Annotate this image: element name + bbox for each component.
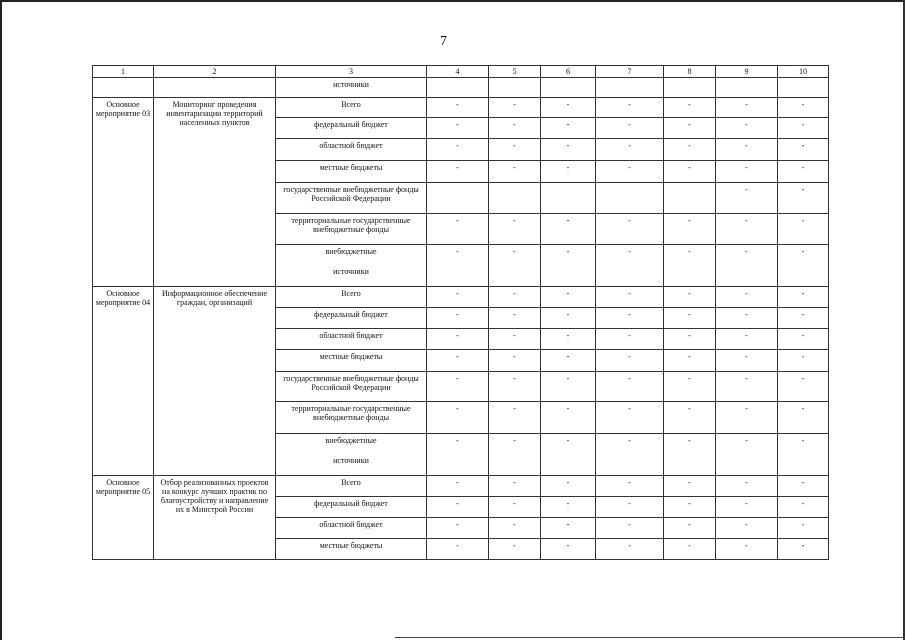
value-cell: - bbox=[596, 518, 664, 539]
value-cell: - bbox=[541, 476, 596, 497]
source-cell bbox=[276, 350, 427, 372]
value-cell: - bbox=[427, 287, 489, 308]
value-cell: - bbox=[541, 139, 596, 161]
source-cell bbox=[276, 161, 427, 183]
activity-name: Основное мероприятие 04 bbox=[93, 287, 154, 476]
value-cell: - bbox=[489, 518, 541, 539]
value-cell: - bbox=[778, 434, 829, 476]
value-cell: - bbox=[489, 329, 541, 350]
source-label: внебюджетные bbox=[325, 247, 377, 256]
value-cell: - bbox=[778, 402, 829, 434]
value-cell: - bbox=[596, 402, 664, 434]
column-header: 4 bbox=[427, 66, 489, 78]
value-cell: - bbox=[664, 161, 716, 183]
source-label: территориальные государственные внебюджетные фонды bbox=[291, 404, 411, 422]
value-cell: - bbox=[778, 372, 829, 402]
column-header: 5 bbox=[489, 66, 541, 78]
value-cell: - bbox=[778, 308, 829, 329]
value-cell: - bbox=[664, 139, 716, 161]
value-cell: - bbox=[541, 245, 596, 287]
value-cell: - bbox=[427, 372, 489, 402]
value-cell: - bbox=[541, 214, 596, 245]
value-cell: - bbox=[664, 497, 716, 518]
value-cell: - bbox=[596, 287, 664, 308]
value-cell bbox=[664, 183, 716, 214]
value-cell: - bbox=[778, 518, 829, 539]
value-cell: - bbox=[716, 139, 778, 161]
value-cell: - bbox=[716, 402, 778, 434]
value-cell: - bbox=[489, 497, 541, 518]
value-cell: - bbox=[541, 350, 596, 372]
value-cell: - bbox=[664, 329, 716, 350]
value-cell bbox=[489, 78, 541, 98]
value-cell bbox=[596, 78, 664, 98]
value-cell: - bbox=[716, 308, 778, 329]
source-cell bbox=[276, 372, 427, 402]
source-label: территориальные государственные внебюджетные фонды bbox=[291, 216, 411, 234]
source-cell bbox=[276, 539, 427, 560]
value-cell: - bbox=[778, 214, 829, 245]
value-cell: - bbox=[596, 161, 664, 183]
value-cell: - bbox=[778, 161, 829, 183]
source-cell bbox=[276, 308, 427, 329]
value-cell: - bbox=[664, 539, 716, 560]
source-label: государственные внебюджетные фонды Российской Федерации bbox=[283, 374, 419, 392]
value-cell: - bbox=[716, 372, 778, 402]
value-cell: - bbox=[664, 434, 716, 476]
value-cell: - bbox=[427, 402, 489, 434]
value-cell: - bbox=[489, 98, 541, 118]
value-cell: - bbox=[778, 183, 829, 214]
page-edge-bottom bbox=[395, 637, 905, 638]
activity-description: Мониторинг проведения инвентаризации территорий населенных пунктов bbox=[154, 98, 276, 287]
page-edge-left bbox=[0, 0, 2, 640]
source-cell bbox=[276, 329, 427, 350]
column-header: 1 bbox=[93, 66, 154, 78]
value-cell: - bbox=[489, 214, 541, 245]
activity-name: Основное мероприятие 05 bbox=[93, 476, 154, 560]
source-label: федеральный бюджет bbox=[314, 310, 388, 319]
value-cell: - bbox=[716, 476, 778, 497]
source-label: государственные внебюджетные фонды Российской Федерации bbox=[283, 185, 419, 203]
value-cell: - bbox=[596, 497, 664, 518]
value-cell: - bbox=[778, 245, 829, 287]
value-cell: - bbox=[541, 287, 596, 308]
source-cell: источники bbox=[276, 78, 427, 98]
header-row bbox=[93, 66, 829, 78]
source-label: местные бюджеты bbox=[319, 352, 383, 361]
source-label: областной бюджет bbox=[319, 331, 383, 340]
value-cell: - bbox=[716, 350, 778, 372]
value-cell bbox=[427, 183, 489, 214]
value-cell bbox=[664, 78, 716, 98]
value-cell: - bbox=[489, 161, 541, 183]
value-cell: - bbox=[664, 308, 716, 329]
value-cell: - bbox=[778, 350, 829, 372]
value-cell: - bbox=[716, 161, 778, 183]
value-cell: - bbox=[778, 476, 829, 497]
source-label: Всего bbox=[341, 478, 361, 487]
value-cell: - bbox=[596, 139, 664, 161]
source-cell bbox=[276, 476, 427, 497]
table-row bbox=[93, 98, 829, 118]
value-cell: - bbox=[596, 118, 664, 139]
value-cell: - bbox=[489, 139, 541, 161]
value-cell: - bbox=[427, 308, 489, 329]
value-cell: - bbox=[664, 350, 716, 372]
value-cell: - bbox=[664, 98, 716, 118]
source-cell bbox=[276, 183, 427, 214]
source-label: Всего bbox=[341, 100, 361, 109]
value-cell bbox=[427, 78, 489, 98]
value-cell: - bbox=[427, 476, 489, 497]
value-cell: - bbox=[778, 539, 829, 560]
value-cell: - bbox=[541, 539, 596, 560]
table-body bbox=[93, 66, 829, 560]
source-cell bbox=[276, 434, 427, 476]
value-cell: - bbox=[427, 329, 489, 350]
column-header: 7 bbox=[596, 66, 664, 78]
value-cell: - bbox=[596, 245, 664, 287]
page-number: 7 bbox=[440, 34, 447, 49]
source-label: местные бюджеты bbox=[319, 541, 383, 550]
value-cell: - bbox=[596, 539, 664, 560]
activity-description: Отбор реализованных проектов на конкурс лучших практик по благоустройству и направление их в Минстрой России bbox=[154, 476, 276, 560]
value-cell: - bbox=[427, 245, 489, 287]
value-cell: - bbox=[716, 497, 778, 518]
source-label: федеральный бюджет bbox=[314, 120, 388, 129]
value-cell: - bbox=[489, 287, 541, 308]
value-cell: - bbox=[664, 372, 716, 402]
table-row bbox=[93, 287, 829, 308]
value-cell: - bbox=[778, 139, 829, 161]
value-cell: - bbox=[778, 497, 829, 518]
value-cell: - bbox=[427, 539, 489, 560]
source-label: федеральный бюджет bbox=[314, 499, 388, 508]
value-cell bbox=[596, 183, 664, 214]
value-cell: - bbox=[778, 287, 829, 308]
value-cell: - bbox=[716, 118, 778, 139]
value-cell: - bbox=[664, 118, 716, 139]
value-cell: - bbox=[716, 183, 778, 214]
value-cell: - bbox=[541, 372, 596, 402]
value-cell: - bbox=[778, 98, 829, 118]
value-cell: - bbox=[716, 287, 778, 308]
source-cell bbox=[276, 497, 427, 518]
value-cell: - bbox=[716, 214, 778, 245]
value-cell: - bbox=[596, 308, 664, 329]
value-cell bbox=[778, 78, 829, 98]
value-cell: - bbox=[716, 539, 778, 560]
source-cell bbox=[276, 98, 427, 118]
value-cell: - bbox=[664, 214, 716, 245]
source-cell bbox=[276, 214, 427, 245]
value-cell: - bbox=[664, 518, 716, 539]
value-cell: - bbox=[427, 518, 489, 539]
value-cell: - bbox=[541, 308, 596, 329]
value-cell: - bbox=[778, 329, 829, 350]
value-cell: - bbox=[596, 434, 664, 476]
source-label: Всего bbox=[341, 289, 361, 298]
value-cell: - bbox=[716, 518, 778, 539]
value-cell: - bbox=[541, 497, 596, 518]
budget-table bbox=[92, 65, 829, 560]
value-cell: - bbox=[596, 329, 664, 350]
value-cell: - bbox=[489, 118, 541, 139]
value-cell: - bbox=[596, 98, 664, 118]
table-row bbox=[93, 78, 829, 98]
page-edge-top bbox=[0, 0, 905, 2]
value-cell: - bbox=[664, 402, 716, 434]
value-cell: - bbox=[541, 402, 596, 434]
source-label-continued: источники bbox=[333, 456, 369, 465]
value-cell: - bbox=[716, 434, 778, 476]
column-header: 6 bbox=[541, 66, 596, 78]
value-cell: - bbox=[489, 350, 541, 372]
value-cell: - bbox=[596, 372, 664, 402]
value-cell: - bbox=[427, 139, 489, 161]
value-cell: - bbox=[664, 476, 716, 497]
source-cell bbox=[276, 118, 427, 139]
value-cell: - bbox=[596, 476, 664, 497]
value-cell bbox=[541, 183, 596, 214]
column-header: 2 bbox=[154, 66, 276, 78]
table-row bbox=[93, 476, 829, 497]
source-cell bbox=[276, 518, 427, 539]
value-cell: - bbox=[489, 245, 541, 287]
value-cell bbox=[716, 78, 778, 98]
value-cell: - bbox=[489, 539, 541, 560]
activity-description: Информационное обеспечение граждан, организаций bbox=[154, 287, 276, 476]
value-cell: - bbox=[541, 161, 596, 183]
value-cell: - bbox=[489, 372, 541, 402]
column-header: 8 bbox=[664, 66, 716, 78]
column-header: 9 bbox=[716, 66, 778, 78]
value-cell: - bbox=[664, 245, 716, 287]
source-cell bbox=[276, 245, 427, 287]
source-label: внебюджетные bbox=[325, 436, 377, 445]
activity-name: Основное мероприятие 03 bbox=[93, 98, 154, 287]
value-cell: - bbox=[427, 497, 489, 518]
value-cell: - bbox=[541, 98, 596, 118]
source-label: областной бюджет bbox=[319, 141, 383, 150]
empty-cell bbox=[154, 78, 276, 98]
value-cell: - bbox=[716, 245, 778, 287]
value-cell: - bbox=[716, 98, 778, 118]
value-cell: - bbox=[541, 329, 596, 350]
source-cell bbox=[276, 139, 427, 161]
value-cell: - bbox=[778, 118, 829, 139]
source-label: местные бюджеты bbox=[319, 163, 383, 172]
value-cell: - bbox=[427, 118, 489, 139]
value-cell: - bbox=[489, 308, 541, 329]
value-cell bbox=[541, 78, 596, 98]
source-cell bbox=[276, 287, 427, 308]
source-label-continued: источники bbox=[333, 267, 369, 276]
value-cell: - bbox=[427, 350, 489, 372]
value-cell: - bbox=[427, 98, 489, 118]
value-cell: - bbox=[541, 518, 596, 539]
value-cell: - bbox=[664, 287, 716, 308]
value-cell: - bbox=[427, 161, 489, 183]
value-cell bbox=[489, 183, 541, 214]
value-cell: - bbox=[427, 214, 489, 245]
source-label: областной бюджет bbox=[319, 520, 383, 529]
value-cell: - bbox=[596, 350, 664, 372]
value-cell: - bbox=[541, 118, 596, 139]
empty-cell bbox=[93, 78, 154, 98]
value-cell: - bbox=[596, 214, 664, 245]
column-header: 3 bbox=[276, 66, 427, 78]
value-cell: - bbox=[716, 329, 778, 350]
value-cell: - bbox=[489, 402, 541, 434]
value-cell: - bbox=[489, 434, 541, 476]
value-cell: - bbox=[541, 434, 596, 476]
column-header: 10 bbox=[778, 66, 829, 78]
value-cell: - bbox=[489, 476, 541, 497]
value-cell: - bbox=[427, 434, 489, 476]
source-cell bbox=[276, 402, 427, 434]
